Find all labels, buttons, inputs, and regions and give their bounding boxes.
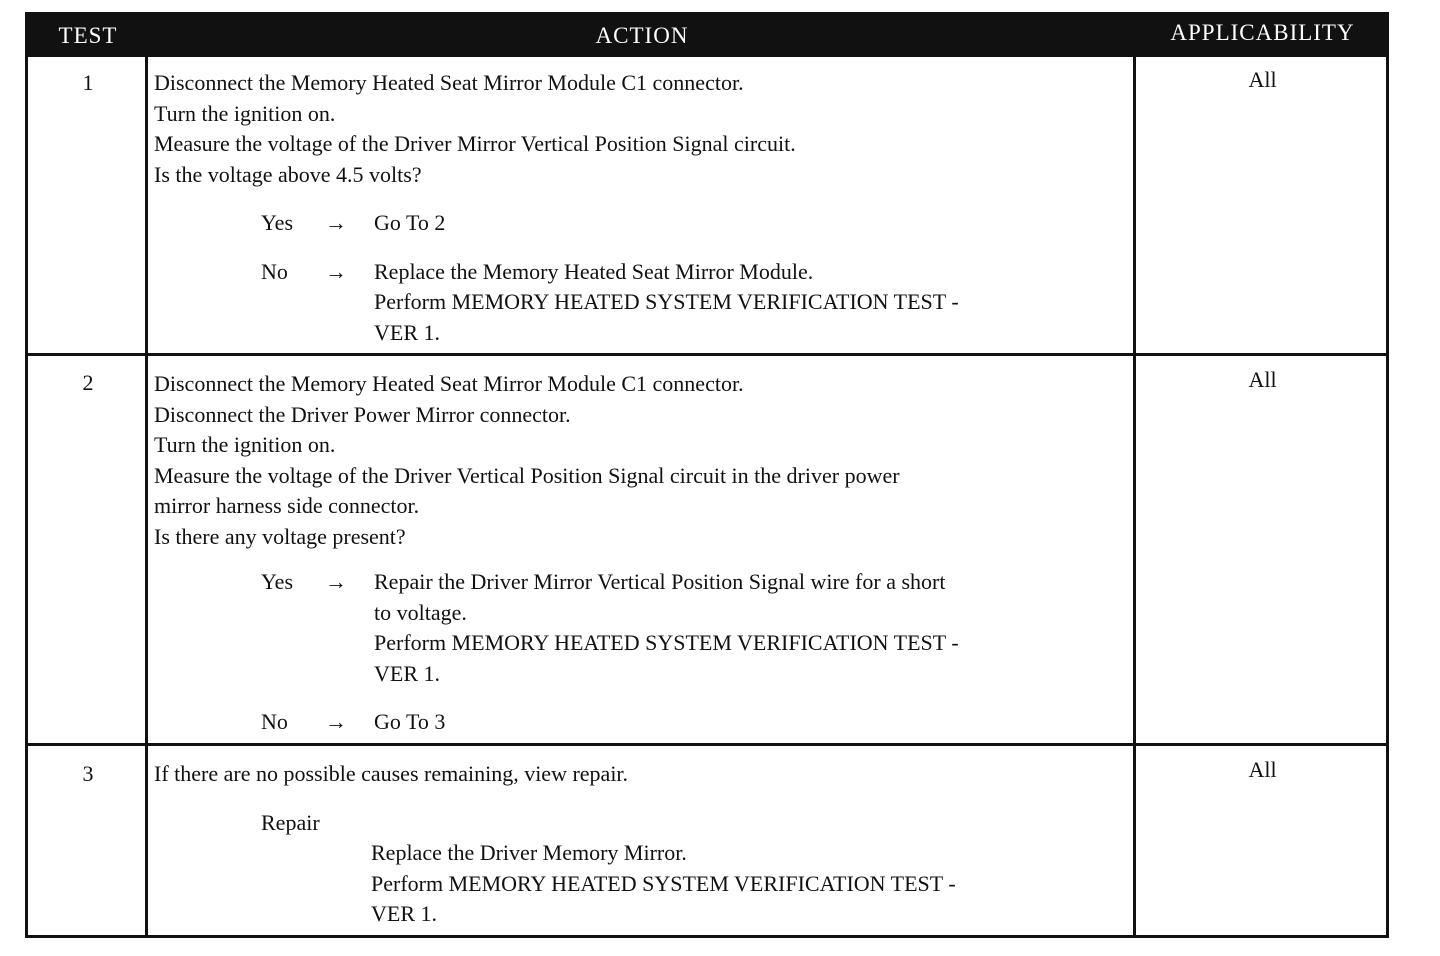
- repair-line: Replace the Driver Memory Mirror.: [371, 840, 687, 865]
- arrow-right-icon: →: [325, 258, 347, 284]
- action-line: Is the voltage above 4.5 volts?: [154, 161, 422, 187]
- branch-line: Perform MEMORY HEATED SYSTEM VERIFICATION TEST -: [374, 289, 959, 314]
- arrow-right-icon: →: [325, 569, 347, 594]
- yes-branch: [261, 567, 1132, 689]
- test-number: 1: [82, 70, 94, 95]
- action-cell: [154, 68, 1132, 348]
- action-line: Measure the voltage of the Driver Vertical Position Signal circuit in the driver power: [154, 462, 900, 488]
- branch-line: Repair the Driver Mirror Vertical Position Signal wire for a short: [374, 569, 946, 594]
- repair-label: Repair: [261, 809, 320, 835]
- diagnostic-table: [25, 12, 1389, 938]
- applicability-value: All: [1248, 367, 1277, 392]
- applicability-value: All: [1248, 67, 1277, 92]
- no-label: No: [261, 258, 288, 284]
- no-label: No: [261, 709, 288, 734]
- yes-label: Yes: [261, 210, 294, 235]
- branch-line: VER 1.: [374, 319, 440, 345]
- action-line: Disconnect the Memory Heated Seat Mirror Module C1 connector.: [154, 70, 744, 95]
- branch-line: Replace the Memory Heated Seat Mirror Module.: [374, 258, 814, 284]
- arrow-right-icon: →: [325, 210, 347, 235]
- test-number: 2: [82, 370, 94, 395]
- header-action: ACTION: [595, 23, 689, 48]
- table-header: [28, 15, 1386, 57]
- yes-label: Yes: [261, 569, 294, 594]
- yes-branch: [261, 208, 1132, 239]
- repair-line: Perform MEMORY HEATED SYSTEM VERIFICATION TEST -: [371, 870, 956, 896]
- no-branch: [261, 257, 1132, 349]
- action-line: Turn the ignition on.: [154, 432, 336, 457]
- table-row-test-2: [28, 356, 1386, 743]
- action-line: Disconnect the Driver Power Mirror connector.: [154, 401, 571, 427]
- table-row-test-1: [28, 57, 1386, 353]
- branch-line: Perform MEMORY HEATED SYSTEM VERIFICATION TEST -: [374, 630, 959, 655]
- arrow-right-icon: →: [325, 709, 347, 734]
- header-test: TEST: [58, 23, 118, 48]
- action-line: Is there any voltage present?: [154, 523, 406, 549]
- action-cell: [154, 759, 1132, 930]
- action-line: Measure the voltage of the Driver Mirror Vertical Position Signal circuit.: [154, 131, 796, 156]
- action-line: Turn the ignition on.: [154, 100, 336, 126]
- table-row-test-3: [28, 746, 1386, 938]
- repair-block: [261, 808, 1132, 930]
- action-line: Disconnect the Memory Heated Seat Mirror Module C1 connector.: [154, 371, 744, 396]
- go-to-link[interactable]: Go To 3: [374, 709, 446, 734]
- no-branch: [261, 707, 1132, 738]
- test-number: 3: [82, 761, 94, 786]
- header-applicability: APPLICABILITY: [1170, 20, 1355, 45]
- action-line: mirror harness side connector.: [154, 493, 420, 518]
- action-cell: [154, 369, 1132, 738]
- applicability-value: All: [1248, 757, 1277, 782]
- repair-line: VER 1.: [371, 901, 437, 926]
- branch-line: VER 1.: [374, 660, 440, 686]
- go-to-link[interactable]: Go To 2: [374, 210, 446, 235]
- branch-line: to voltage.: [374, 599, 467, 625]
- action-line: If there are no possible causes remaining, view repair.: [154, 761, 629, 786]
